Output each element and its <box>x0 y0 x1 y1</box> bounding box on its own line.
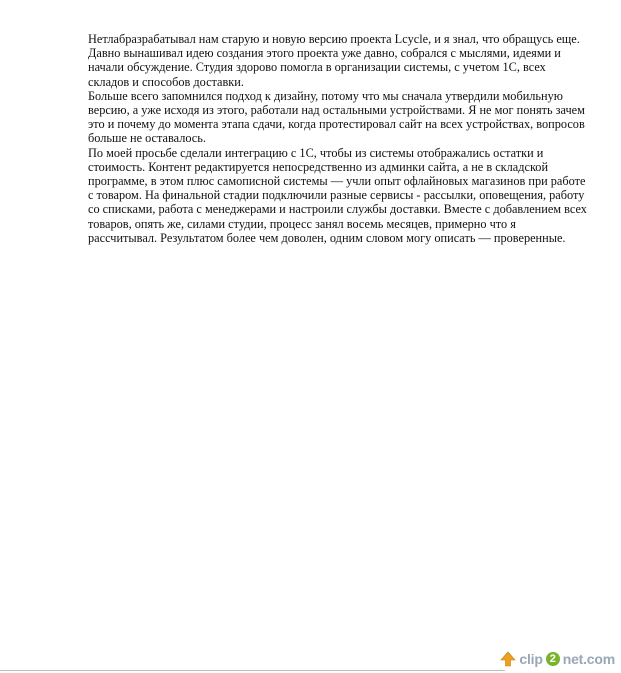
watermark-text-net: net.com <box>562 651 615 667</box>
footer-divider <box>0 670 505 671</box>
paragraph-intro: Нетлабразрабатывал нам старую и новую версию проекта Lcycle, и я знал, что обращусь еще. <box>88 32 580 46</box>
paragraph-integration: По моей просьбе сделали интеграцию с 1С, чтобы из системы отображались остатки и стоимость. Контент редактируется непосредственно из админки сайта, а не в складской программе, в этом плюс самописной системы — учли опыт офлайновых магазинов при работе с товаром. На финальной стадии подключили разные сервисы - рассылки, оповещения, работу со списками, работа с менеджерами и настроили службы доставки. Вместе с добавлением всех товаров, опять же, силами студии, процесс занял восемь месяцев, примерно что я рассчитывал. Результатом более чем доволен, одним словом могу описать — проверенные. <box>88 145 587 245</box>
paragraph-idea: Давно вынашивал идею создания этого проекта уже давно, собрался с мыслями, идеями и начали обсуждение. Студия здорово помогла в организации системы, с учетом 1С, всех складов и способов доставки. <box>88 46 561 89</box>
watermark-logo <box>500 651 615 667</box>
arrow-up-icon <box>500 651 516 667</box>
watermark-text-2: 2 <box>546 652 560 666</box>
watermark-text-clip: clip <box>519 651 543 667</box>
document-body <box>88 32 588 245</box>
paragraph-design: Больше всего запомнился подход к дизайну, потому что мы сначала утвердили мобильную версию, а уже исходя из этого, работали над остальными устройствами. Я не мог понять зачем это и почему до момента этапа сдачи, когда протестировал сайт на всех устройствах, вопросов больше не оставалось. <box>88 88 585 146</box>
